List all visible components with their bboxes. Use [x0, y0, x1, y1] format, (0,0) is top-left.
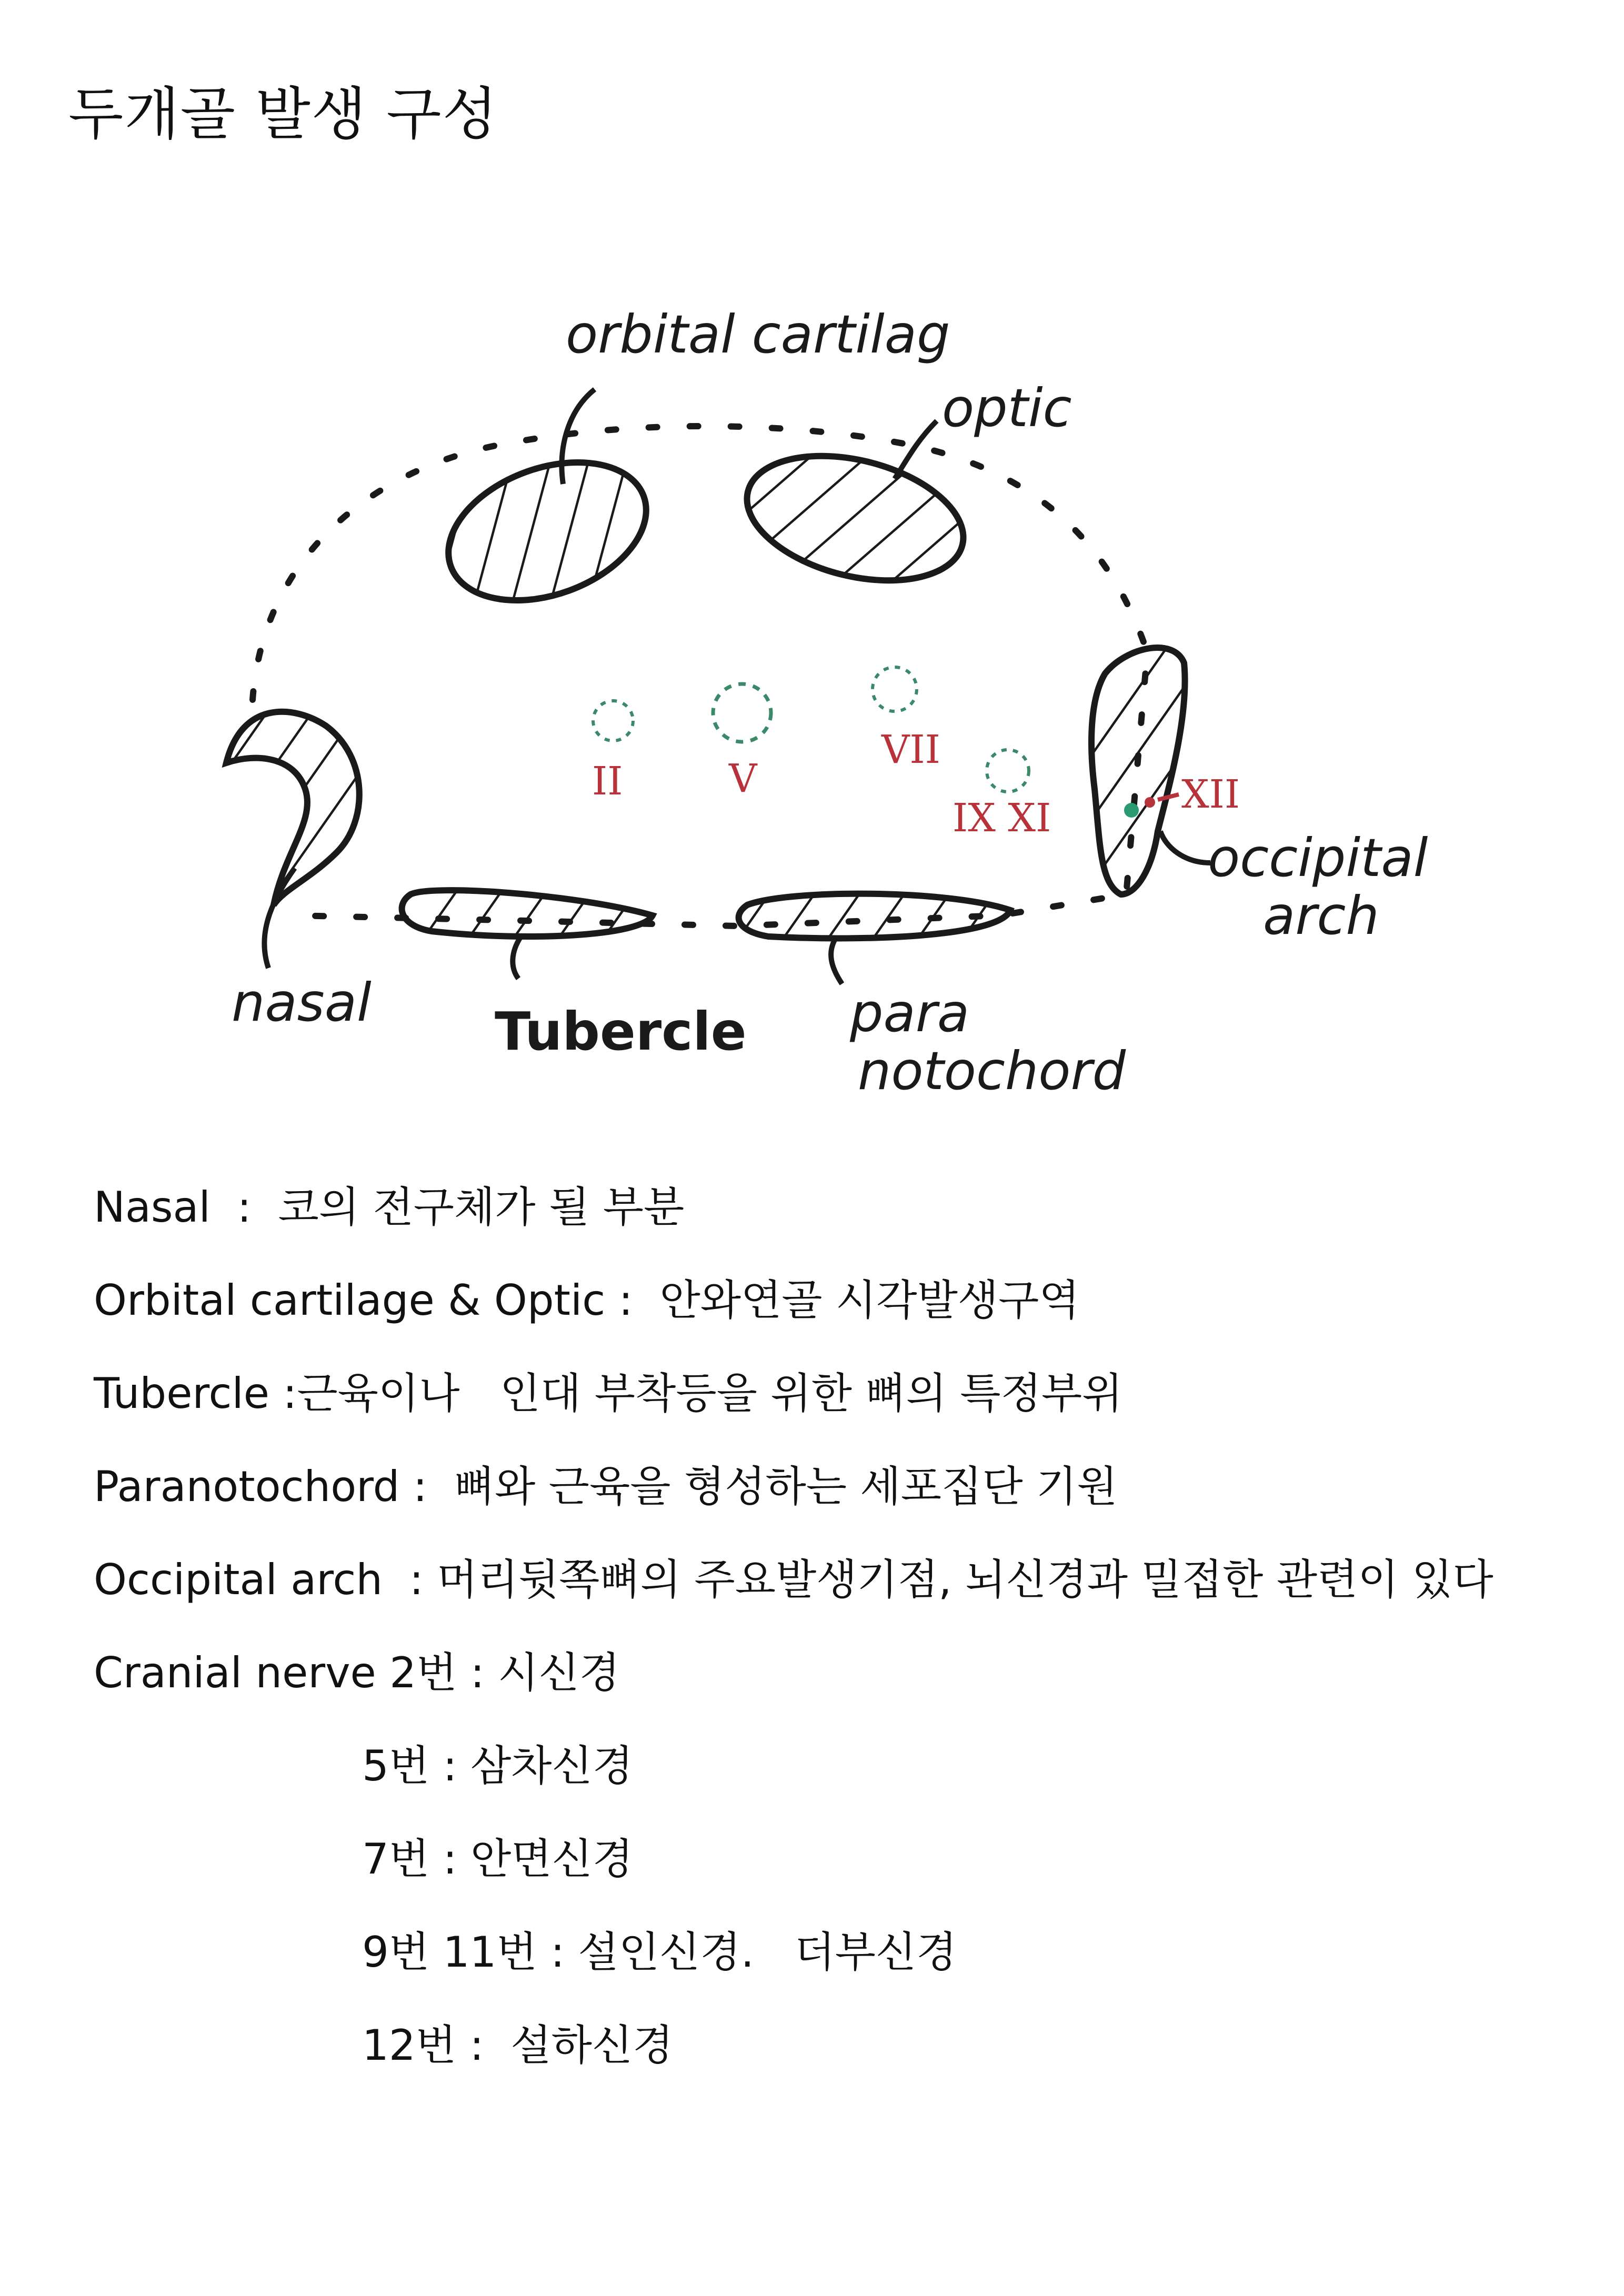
nerve-circle-7	[873, 667, 917, 711]
nasal-shape	[226, 712, 359, 905]
occipital-arch-shape	[1091, 648, 1185, 894]
nerve-label-7: VII	[881, 727, 940, 772]
description-list	[94, 1183, 1609, 2118]
desc-tubercle: Tubercle :근육이나 인대 부착등을 위한 뼈의 특정부위	[94, 1369, 1123, 1418]
desc-cranial-nerve-12: 12번 : 설하신경	[362, 2021, 674, 2070]
desc-paranotochord: Paranotochord : 뼈와 근육을 형성하는 세포집단 기원	[94, 1462, 1118, 1511]
label-optic: optic	[942, 377, 1072, 439]
nerve-circle-5	[713, 684, 771, 742]
desc-cranial-nerve-2: Cranial nerve 2번 : 시신경	[94, 1648, 620, 1697]
nerve-dot-red	[1145, 797, 1155, 808]
desc-occipital-arch: Occipital arch : 머리뒷쪽뼈의 주요발생기점, 뇌신경과 밀접한 관련이 있다	[94, 1555, 1493, 1604]
desc-cranial-nerve-5: 5번 : 삼차신경	[362, 1741, 634, 1790]
optic-shape	[734, 435, 977, 601]
desc-orbital-optic: Orbital cartilage & Optic : 안와연골 시각발생구역	[94, 1276, 1080, 1325]
label-tubercle: Tubercle	[495, 1001, 747, 1062]
label-orbital-cartilage: orbital cartilag	[566, 304, 950, 365]
nerve-circle-9-11	[987, 750, 1029, 792]
desc-cranial-nerve-9-11: 9번 11번 : 설인신경. 더부신경	[362, 1928, 957, 1977]
nerve-label-9-11: IX XI	[953, 795, 1051, 841]
skull-outline	[253, 426, 1147, 926]
label-occipital: occipital	[1208, 827, 1428, 889]
label-nasal: nasal	[232, 972, 372, 1033]
paranotochord-shape	[739, 894, 1010, 939]
nerve-label-2: II	[592, 759, 623, 804]
desc-nasal: Nasal : 코의 전구체가 될 부분	[94, 1183, 685, 1232]
label-arch: arch	[1263, 885, 1379, 946]
nerve-circle-2	[593, 701, 633, 741]
page-title: 두개골 발생 구성	[68, 82, 498, 147]
nerve-label-12: XII	[1181, 772, 1240, 817]
label-para: para	[850, 982, 970, 1044]
nerve-label-5: V	[729, 756, 757, 801]
tubercle-shape	[402, 890, 653, 936]
nerve-dot-green	[1124, 803, 1139, 818]
orbital-cartilage-shape	[429, 437, 666, 626]
desc-cranial-nerve-7: 7번 : 안면신경	[362, 1835, 634, 1884]
label-notochord: notochord	[858, 1040, 1126, 1102]
